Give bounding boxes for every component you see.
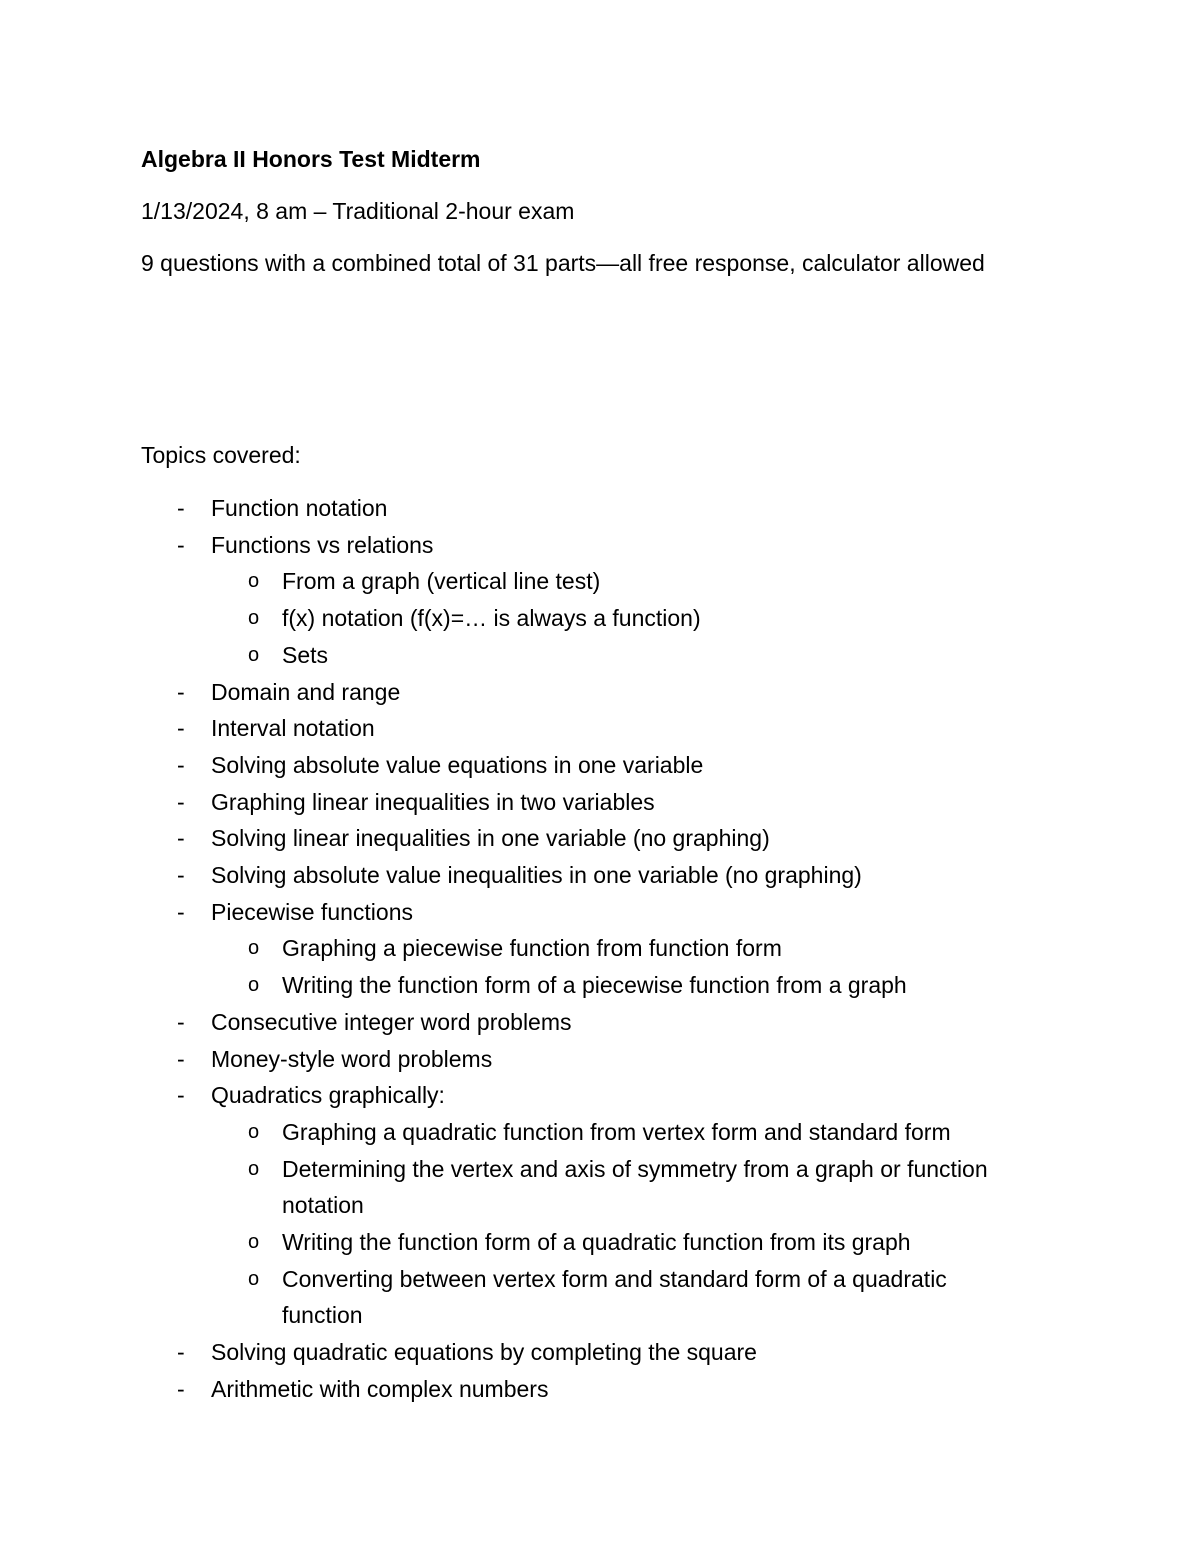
dash-bullet-icon: - — [177, 531, 185, 558]
dash-bullet-icon: - — [177, 678, 185, 705]
topic-item — [141, 674, 1041, 711]
circle-bullet-icon: o — [248, 1157, 260, 1180]
circle-bullet-icon: o — [248, 937, 260, 960]
topic-item — [141, 1334, 1041, 1371]
topic-item — [141, 490, 1041, 527]
topic-text: Graphing linear inequalities in two variables — [211, 788, 655, 815]
topic-item — [141, 857, 1041, 894]
topic-text: Functions vs relations — [211, 531, 434, 558]
sub-topic-item — [141, 563, 1022, 600]
topic-item — [141, 1077, 1041, 1114]
topic-item — [141, 820, 1041, 857]
topic-text: Solving absolute value inequalities in one variable (no graphing) — [211, 862, 862, 889]
topic-text: Writing the function form of a quadratic function from its graph — [282, 1229, 911, 1256]
circle-bullet-icon: o — [248, 570, 260, 593]
dash-bullet-icon: - — [177, 862, 185, 889]
dash-bullet-icon: - — [177, 715, 185, 742]
dash-bullet-icon: - — [177, 1339, 185, 1366]
topic-item — [141, 784, 1041, 821]
topic-text: Interval notation — [211, 715, 375, 742]
sub-topic-item — [141, 1224, 1022, 1261]
topic-text: Piecewise functions — [211, 898, 413, 925]
sub-topic-item — [141, 637, 1022, 674]
sub-topic-item — [141, 1151, 1022, 1224]
circle-bullet-icon: o — [248, 1231, 260, 1254]
topic-item — [141, 710, 1041, 747]
sub-topic-item — [141, 600, 1022, 637]
topic-text: Function notation — [211, 495, 388, 521]
dash-bullet-icon: - — [177, 1008, 185, 1035]
topic-text: Solving absolute value equations in one variable — [211, 751, 704, 778]
dash-bullet-icon: - — [177, 751, 185, 778]
circle-bullet-icon: o — [248, 607, 260, 630]
sub-topic-item — [141, 1261, 1022, 1334]
topic-text: Sets — [282, 641, 329, 668]
document-title: Algebra II Honors Test Midterm — [141, 146, 481, 172]
topic-text: Converting between vertex form and standard form of a quadratic function — [282, 1265, 947, 1329]
dash-bullet-icon: - — [177, 1375, 185, 1402]
topic-text: Solving quadratic equations by completing the square — [211, 1339, 757, 1366]
topics-list — [141, 490, 1041, 1408]
dash-bullet-icon: - — [177, 1082, 185, 1109]
circle-bullet-icon: o — [248, 974, 260, 997]
dash-bullet-icon: - — [177, 1045, 185, 1072]
topic-text: From a graph (vertical line test) — [282, 568, 601, 595]
dash-bullet-icon: - — [177, 898, 185, 925]
topic-item — [141, 1004, 1041, 1041]
topic-text: Solving linear inequalities in one variable (no graphing) — [211, 825, 770, 852]
topic-text: Quadratics graphically: — [211, 1082, 445, 1109]
dash-bullet-icon: - — [177, 825, 185, 852]
exam-summary: 9 questions with a combined total of 31 parts—all free response, calculator allowed — [141, 250, 985, 276]
topic-text: f(x) notation (f(x)=… is always a function) — [282, 605, 701, 632]
sub-topic-item — [141, 967, 1022, 1004]
topic-text: Arithmetic with complex numbers — [211, 1375, 549, 1402]
topic-text: Determining the vertex and axis of symmetry from a graph or function notation — [282, 1155, 988, 1219]
topic-text: Domain and range — [211, 678, 401, 705]
topic-text: Graphing a quadratic function from vertex form and standard form — [282, 1118, 951, 1145]
circle-bullet-icon: o — [248, 1120, 260, 1143]
circle-bullet-icon: o — [248, 643, 260, 666]
topics-heading: Topics covered: — [141, 442, 301, 468]
dash-bullet-icon: - — [177, 788, 185, 815]
sub-topic-item — [141, 1114, 1022, 1151]
topic-item — [141, 1371, 1041, 1408]
topic-item — [141, 1041, 1041, 1078]
topic-item — [141, 747, 1041, 784]
topic-item — [141, 894, 1041, 931]
topic-text: Consecutive integer word problems — [211, 1008, 572, 1035]
dash-bullet-icon: - — [177, 495, 185, 521]
topic-text: Writing the function form of a piecewise function from a graph — [282, 972, 907, 999]
circle-bullet-icon: o — [248, 1267, 260, 1290]
topic-text: Money-style word problems — [211, 1045, 493, 1072]
topic-item — [141, 527, 1041, 564]
exam-date-line: 1/13/2024, 8 am – Traditional 2-hour exam — [141, 198, 575, 224]
topic-text: Graphing a piecewise function from function form — [282, 935, 782, 962]
sub-topic-item — [141, 930, 1022, 967]
